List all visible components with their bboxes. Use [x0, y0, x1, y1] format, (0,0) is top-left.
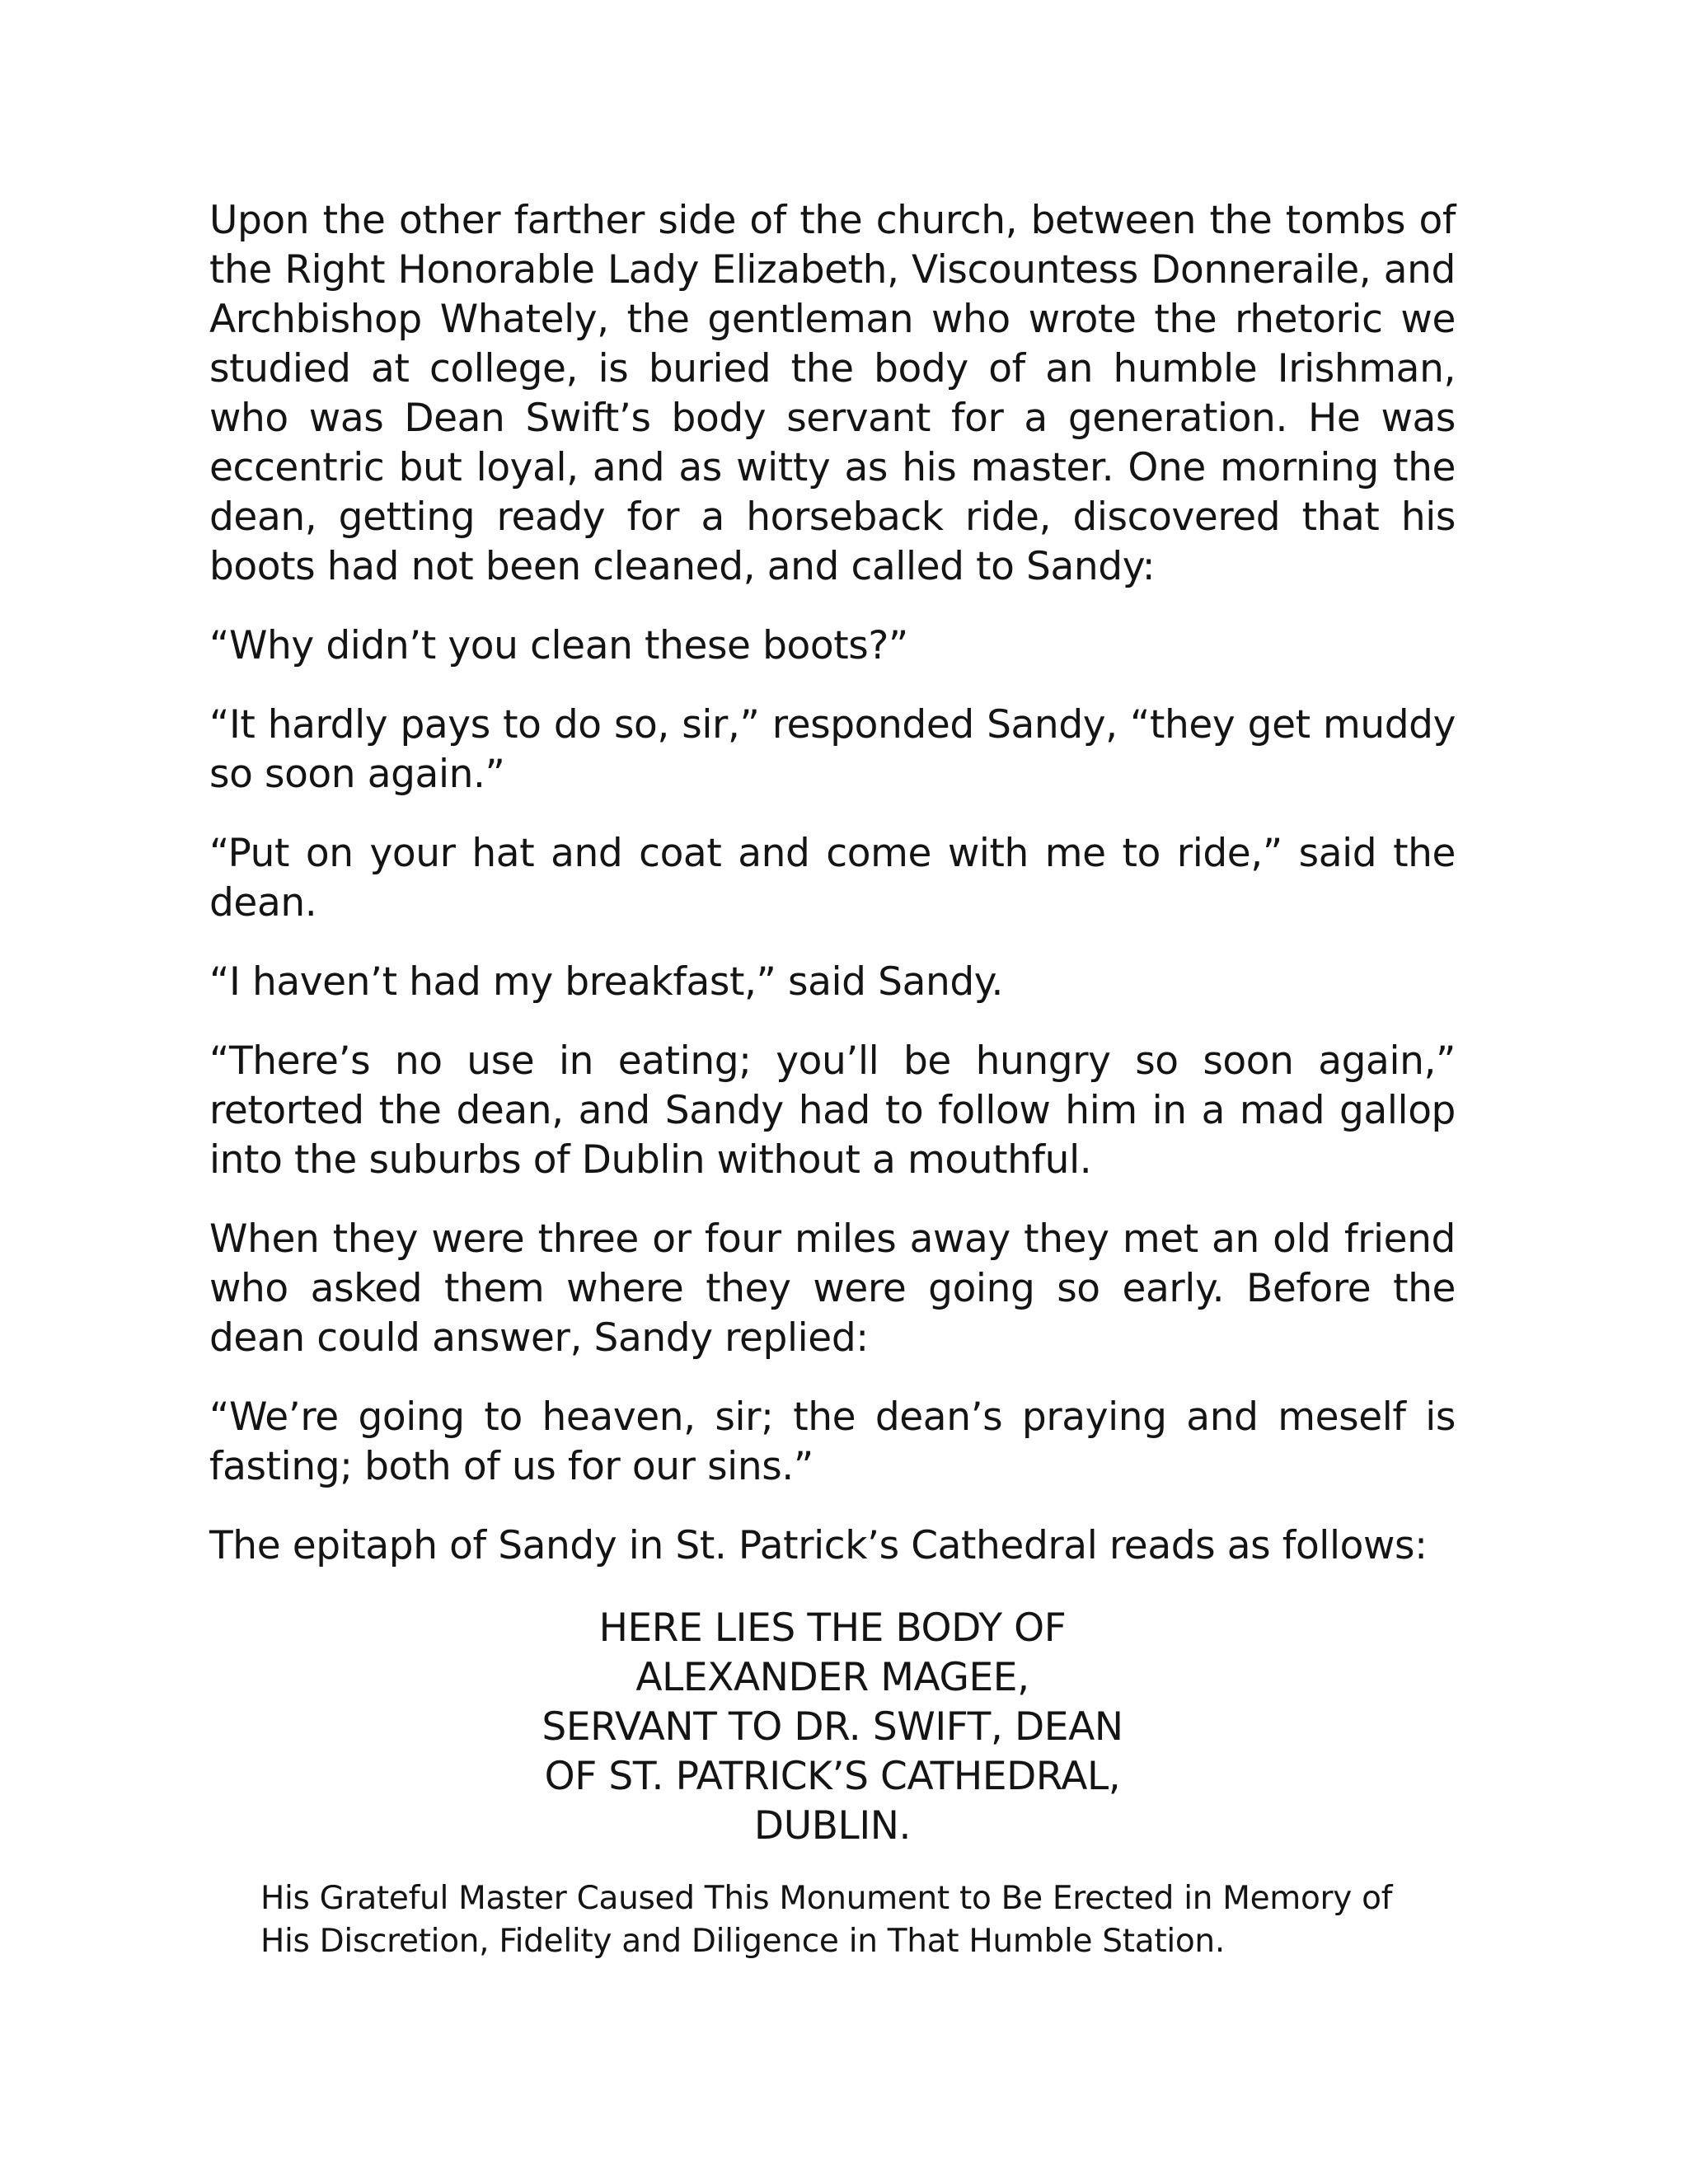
paragraph-dean-order: “Put on your hat and coat and come with me to ride,” said the dean.: [209, 831, 1456, 926]
epitaph-line: DUBLIN.: [753, 1803, 912, 1849]
paragraph-intro: Upon the other farther side of the church, between the tombs of the Right Honorable Lady Elizabeth, Viscountess Donneraile, and Archbishop Whately, the gentleman who wrote the rhetoric we studied at college, is buried the body of an humble Irishman, who was Dean Swift’s body servant for a generation. He was eccentric but loyal, and as witty as his master. One morning the dean, getting ready for a horseback ride, discovered that his boots had not been cleaned, and called to Sandy:: [209, 198, 1456, 589]
paragraph-epitaph-intro: The epitaph of Sandy in St. Patrick’s Cathedral reads as follows:: [209, 1523, 1428, 1568]
epitaph-line: OF ST. PATRICK’S CATHEDRAL,: [544, 1754, 1121, 1799]
epitaph-line: ALEXANDER MAGEE,: [635, 1655, 1029, 1700]
paragraph-heaven: “We’re going to heaven, sir; the dean’s praying and meself is fasting; both of us for our sins.”: [209, 1394, 1456, 1489]
paragraph-old-friend: When they were three or four miles away they met an old friend who asked them where they were going so early. Before the dean could answer, Sandy replied:: [209, 1216, 1456, 1361]
document-page: [209, 196, 1456, 1963]
paragraph-sandy-reply: “It hardly pays to do so, sir,” responded Sandy, “they get muddy so soon again.”: [209, 702, 1456, 797]
epitaph-block: [209, 1601, 1456, 1851]
paragraph-breakfast: “I haven’t had my breakfast,” said Sandy.: [209, 959, 1004, 1005]
paragraph-dean-question: “Why didn’t you clean these boots?”: [209, 623, 908, 668]
epitaph-line: HERE LIES THE BODY OF: [598, 1605, 1067, 1651]
monument-inscription: His Grateful Master Caused This Monument to Be Erected in Memory of His Discretion, Fidelity and Diligence in That Humble Station.: [260, 1880, 1393, 1960]
paragraph-dean-retort: “There’s no use in eating; you’ll be hungry so soon again,” retorted the dean, and Sandy had to follow him in a mad gallop into the suburbs of Dublin without a mouthful.: [209, 1038, 1456, 1183]
epitaph-line: SERVANT TO DR. SWIFT, DEAN: [542, 1704, 1123, 1750]
